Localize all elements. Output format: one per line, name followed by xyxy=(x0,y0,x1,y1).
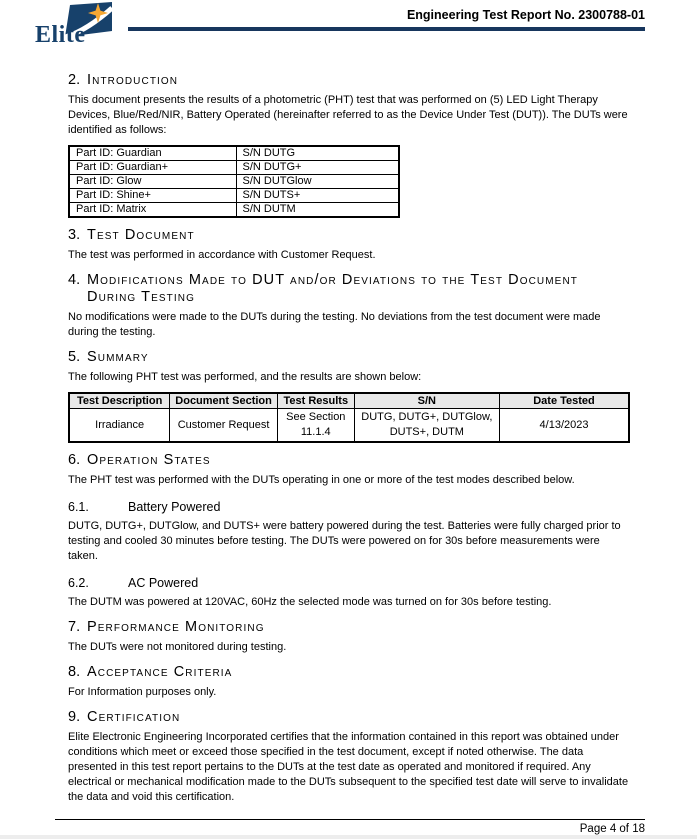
elite-logo xyxy=(35,2,120,50)
report-header xyxy=(0,0,697,46)
section-title: Acceptance Criteria xyxy=(87,664,233,681)
column-header: Document Section xyxy=(170,393,278,409)
table-row xyxy=(69,188,399,202)
section-heading-introduction xyxy=(68,72,630,89)
test-document-paragraph: The test was performed in accordance with Customer Request. xyxy=(68,248,376,261)
table-row xyxy=(69,174,399,188)
document-section-cell: Customer Request xyxy=(170,409,278,443)
modifications-paragraph: No modifications were made to the DUTs during the testing. No deviations from the test document were made during the testing. xyxy=(68,310,601,338)
header-rule xyxy=(128,27,645,31)
test-results-cell: See Section 11.1.4 xyxy=(277,409,354,443)
column-header: S/N xyxy=(354,393,499,409)
part-id-cell: Part ID: Guardian xyxy=(69,146,236,161)
section-number: 9. xyxy=(68,709,81,726)
part-id-cell: Part ID: Matrix xyxy=(69,202,236,217)
section-title: Modifications Made to DUT and/or Deviations to the Test Document During Testing xyxy=(87,271,578,305)
section-number: 5. xyxy=(68,348,81,365)
section-heading-acceptance-criteria xyxy=(68,664,630,681)
battery-powered-paragraph: DUTG, DUTG+, DUTGlow, and DUTS+ were battery powered during the test. Batteries were fully charged prior to testing and cooled 30 minutes before testing. The DUTs were powered on for 30s before measurements were taken. xyxy=(68,520,621,563)
part-id-cell: Part ID: Shine+ xyxy=(69,188,236,202)
serial-number-cell: S/N DUTG+ xyxy=(236,160,399,174)
serial-number-cell: S/N DUTM xyxy=(236,202,399,217)
subsection-heading-ac-powered xyxy=(68,576,630,591)
subsection-number: 6.2. xyxy=(68,576,89,591)
table-row xyxy=(69,409,629,443)
table-row xyxy=(69,146,399,161)
acceptance-criteria-paragraph: For Information purposes only. xyxy=(68,686,217,699)
section-number: 4. xyxy=(68,271,81,288)
section-title: Test Document xyxy=(87,226,195,243)
table-header-row xyxy=(69,393,629,409)
part-id-cell: Part ID: Guardian+ xyxy=(69,160,236,174)
part-id-cell: Part ID: Glow xyxy=(69,174,236,188)
subsection-heading-battery-powered xyxy=(68,500,630,515)
serial-numbers-cell: DUTG, DUTG+, DUTGlow, DUTS+, DUTM xyxy=(354,409,499,443)
section-number: 8. xyxy=(68,664,81,681)
section-heading-operation-states xyxy=(68,452,630,469)
section-heading-modifications xyxy=(68,272,630,306)
section-heading-test-document xyxy=(68,227,630,244)
column-header: Date Tested xyxy=(500,393,630,409)
serial-number-cell: S/N DUTGlow xyxy=(236,174,399,188)
section-number: 7. xyxy=(68,619,81,636)
report-body xyxy=(0,46,697,805)
section-number: 2. xyxy=(68,72,81,88)
subsection-title: AC Powered xyxy=(128,576,199,591)
elite-logo-text: Elite xyxy=(35,22,86,48)
report-title: Engineering Test Report No. 2300788-01 xyxy=(406,8,645,22)
table-row xyxy=(69,160,399,174)
dut-identification-table xyxy=(68,145,400,218)
ac-powered-paragraph: The DUTM was powered at 120VAC, 60Hz the selected mode was turned on for 30s before testing. xyxy=(68,596,552,609)
table-row xyxy=(69,202,399,217)
section-title: Operation States xyxy=(87,452,211,469)
section-title: Summary xyxy=(87,348,149,365)
serial-number-cell: S/N DUTG xyxy=(236,146,399,161)
section-title: Introduction xyxy=(87,72,179,88)
section-title: Performance Monitoring xyxy=(87,619,265,636)
introduction-paragraph: This document presents the results of a photometric (PHT) test that was performed on (5) LED Light Therapy Devices, Blue/Red/NIR, Battery Operated (hereinafter referred to as the Device Under Test (DUT)). The DUTs were identified as follows: xyxy=(68,93,628,136)
page-number: Page 4 of 18 xyxy=(579,823,645,835)
viewer-edge xyxy=(0,835,697,839)
subsection-number: 6.1. xyxy=(68,500,89,515)
date-tested-cell: 4/13/2023 xyxy=(500,409,630,443)
section-heading-certification xyxy=(68,709,630,726)
report-footer xyxy=(55,819,645,835)
column-header: Test Results xyxy=(277,393,354,409)
subsection-title: Battery Powered xyxy=(128,500,221,515)
section-number: 3. xyxy=(68,226,81,243)
certification-paragraph: Elite Electronic Engineering Incorporated certifies that the information contained in this report was obtained under conditions which meet or exceed those specified in the test document, except if noted otherwise. The data presented in this test report pertains to the DUTs at the test date as operated and monitored if required. Any electrical or mechanical modification made to the DUTs subsequent to the specified test date will serve to invalidate the data and void this certification. xyxy=(68,731,629,804)
serial-number-cell: S/N DUTS+ xyxy=(236,188,399,202)
summary-results-table xyxy=(68,392,630,444)
performance-monitoring-paragraph: The DUTs were not monitored during testing. xyxy=(68,641,287,654)
test-description-cell: Irradiance xyxy=(69,409,170,443)
operation-states-paragraph: The PHT test was performed with the DUTs operating in one or more of the test modes described below. xyxy=(68,474,575,487)
summary-paragraph: The following PHT test was performed, and the results are shown below: xyxy=(68,370,422,383)
section-title: Certification xyxy=(87,709,181,726)
section-number: 6. xyxy=(68,452,81,469)
section-heading-performance-monitoring xyxy=(68,619,630,636)
section-heading-summary xyxy=(68,349,630,366)
column-header: Test Description xyxy=(69,393,170,409)
